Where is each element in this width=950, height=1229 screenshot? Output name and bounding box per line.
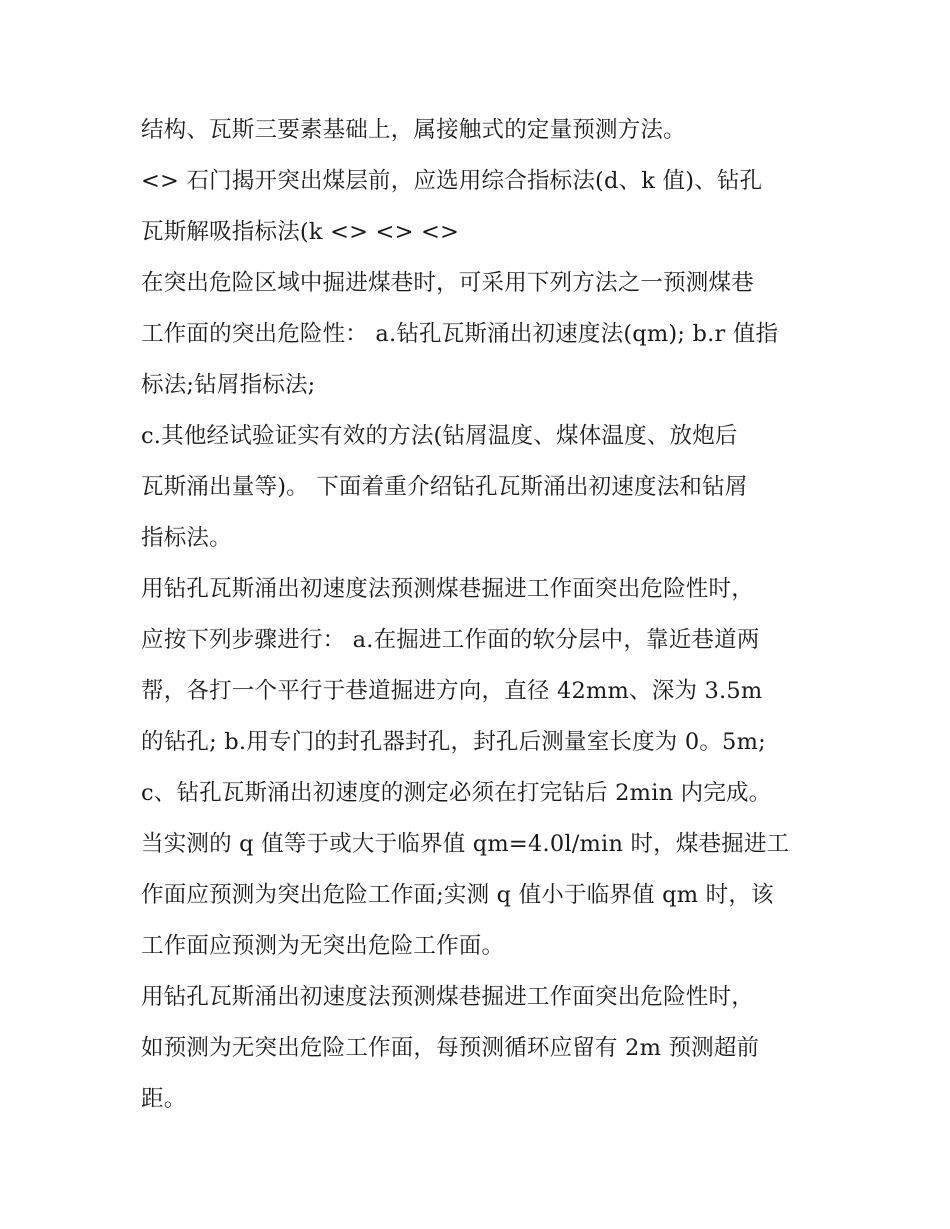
text-line: 距。 [141,1086,187,1112]
text-line: 结构、瓦斯三要素基础上，属接触式的定量预测方法。 [141,117,686,143]
text-line: 作面应预测为突出危险工作面;实测 q 值小于临界值 qm 时，该 [141,882,774,908]
text-line: c、钻孔瓦斯涌出初速度的测定必须在打完钻后 2min 内完成。 [141,780,772,806]
text-line: 标法;钻屑指标法; [141,372,316,398]
text-line: 当实测的 q 值等于或大于临界值 qm=4.0l/min 时，煤巷掘进工 [141,831,790,857]
text-line: c.其他经试验证实有效的方法(钻屑温度、煤体温度、放炮后 [141,423,738,449]
text-line: 瓦斯解吸指标法(k <> <> <> [141,219,460,245]
text-line: 瓦斯涌出量等)。 下面着重介绍钻孔瓦斯涌出初速度法和钻屑 [141,474,748,500]
text-line: 用钻孔瓦斯涌出初速度法预测煤巷掘进工作面突出危险性时， [141,576,754,602]
text-line: 帮，各打一个平行于巷道掘进方向，直径 42mm、深为 3.5m [141,678,763,704]
text-line: 工作面应预测为无突出危险工作面。 [141,933,505,959]
text-line: 的钻孔; b.用专门的封孔器封孔，封孔后测量室长度为 0。5m; [141,729,766,755]
text-line: 应按下列步骤进行： a.在掘进工作面的软分层中，靠近巷道两 [141,627,760,653]
text-line: 在突出危险区域中掘进煤巷时，可采用下列方法之一预测煤巷 [141,270,754,296]
text-line: 用钻孔瓦斯涌出初速度法预测煤巷掘进工作面突出危险性时， [141,984,754,1010]
document-body [141,105,821,1125]
text-line: 指标法。 [141,525,232,551]
text-line: 工作面的突出危险性： a.钻孔瓦斯涌出初速度法(qm); b.r 值指 [141,321,779,347]
text-line: 如预测为无突出危险工作面，每预测循环应留有 2m 预测超前 [141,1035,760,1061]
text-line: <> 石门揭开突出煤层前，应选用综合指标法(d、k 值)、钻孔 [141,168,763,194]
